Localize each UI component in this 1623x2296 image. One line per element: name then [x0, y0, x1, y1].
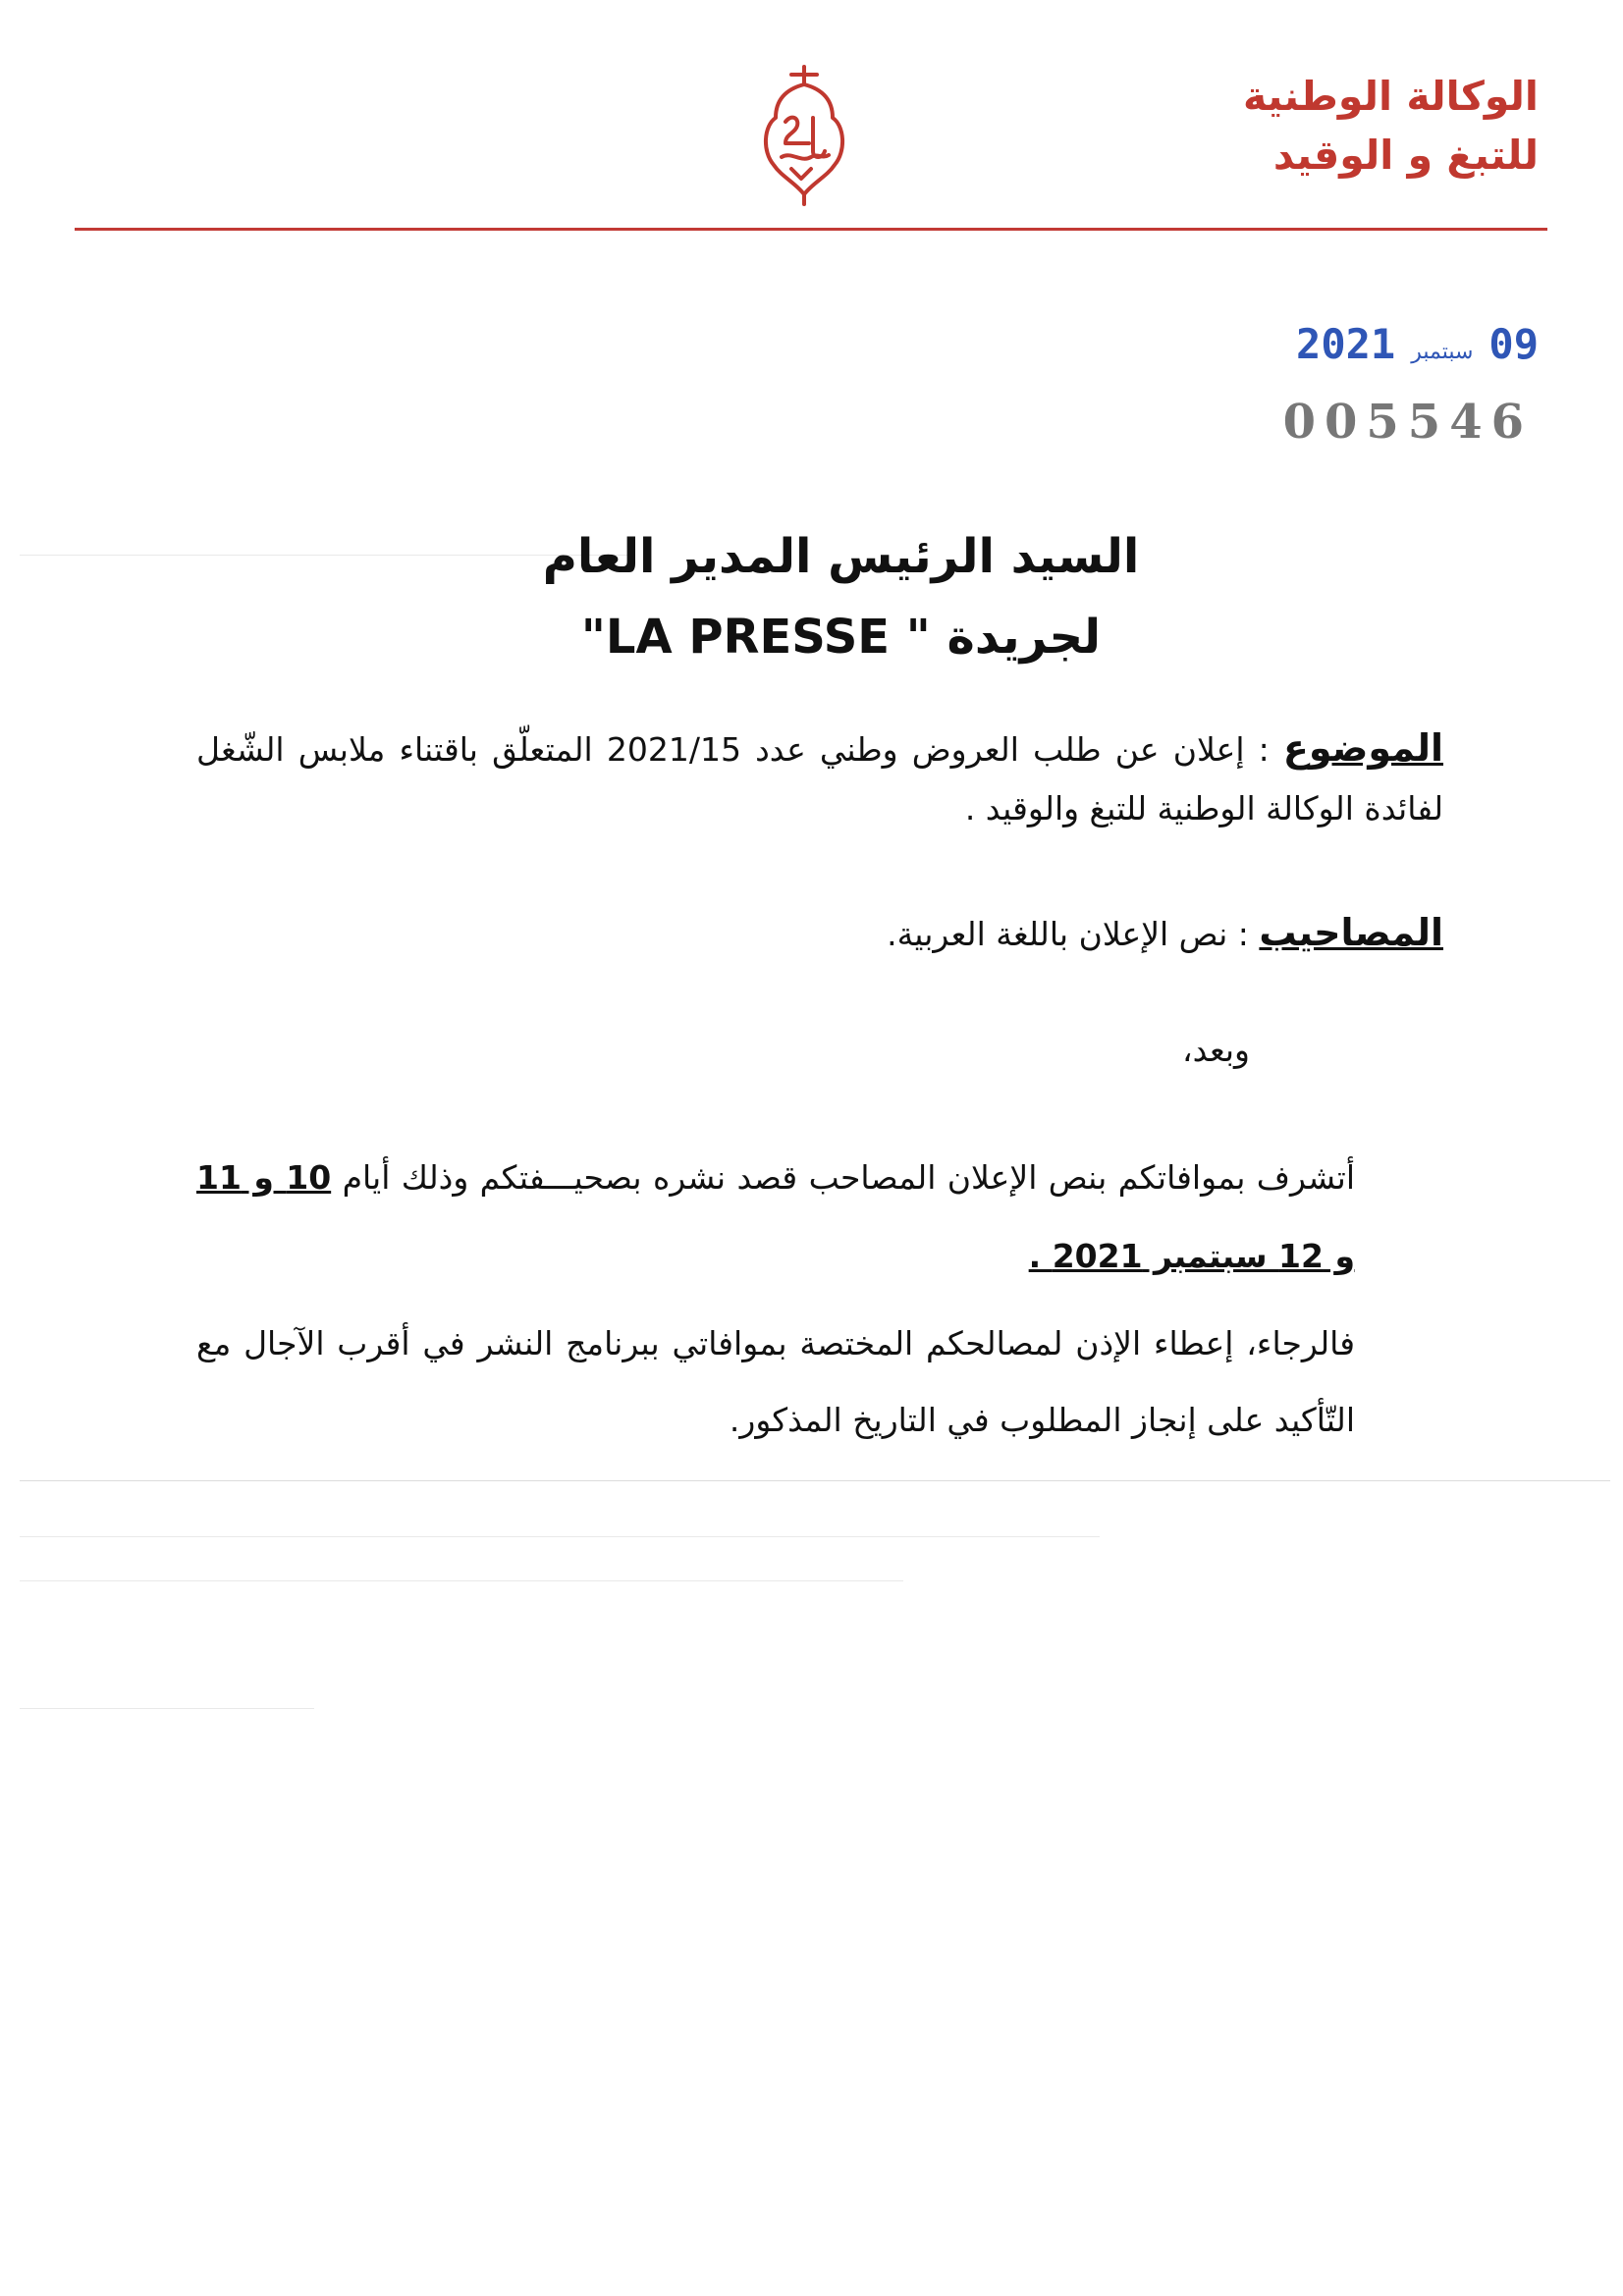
agency-emblem-icon [752, 61, 856, 206]
date-stamp [1296, 320, 1539, 368]
scan-artifact-line [20, 1708, 314, 1709]
agency-name-line1: الوكالة الوطنية [1242, 73, 1539, 120]
reference-number: 005546 [1282, 395, 1533, 450]
attachment-text: : نص الإعلان باللغة العربية. [887, 915, 1260, 953]
stamp-year: 2021 [1296, 320, 1396, 368]
body-paragraph-1 [196, 1139, 1355, 1296]
recipient-title: السيد الرئيس المدير العام [542, 529, 1140, 584]
recipient-newspaper: لجريدة " LA PRESSE" [580, 610, 1102, 665]
publication-dates: 10 و 11 و 12 سبتمبر 2021 . [196, 1158, 1355, 1275]
stamp-day: 09 [1488, 320, 1539, 368]
scan-artifact-line [20, 1580, 903, 1581]
body-paragraph-2: فالرجاء، إعطاء الإذن لمصالحكم المختصة بموافاتي ببرنامج النشر في أقرب الآجال مع التّأكيد على إنجاز المطلوب في التاريخ المذكور. [196, 1324, 1355, 1439]
subject-text: : إعلان عن طلب العروض وطني عدد 2021/15 المتعلّق باقتناء ملابس الشّغل لفائدة الوكالة الوطنية للتبغ والوقيد . [196, 730, 1443, 828]
stamp-month: سبتمبر [1411, 340, 1474, 364]
attachment-label: المصاحيب [1259, 911, 1443, 954]
agency-name-line2: للتبغ و الوقيد [1272, 132, 1539, 179]
subject-label: الموضوع [1282, 726, 1443, 770]
scan-artifact-line [20, 1480, 1610, 1481]
header-divider [75, 228, 1547, 231]
scan-artifact-line [20, 1536, 1100, 1537]
attachment-line [196, 903, 1443, 964]
paragraph-1-text: أتشرف بموافاتكم بنص الإعلان المصاحب قصد نشره بصحيـــفتكم وذلك أيام [331, 1158, 1355, 1197]
greeting: وبعد، [1181, 1031, 1250, 1069]
subject-line [196, 719, 1443, 838]
agency-name [1243, 67, 1539, 185]
recipient-block [0, 516, 1623, 677]
